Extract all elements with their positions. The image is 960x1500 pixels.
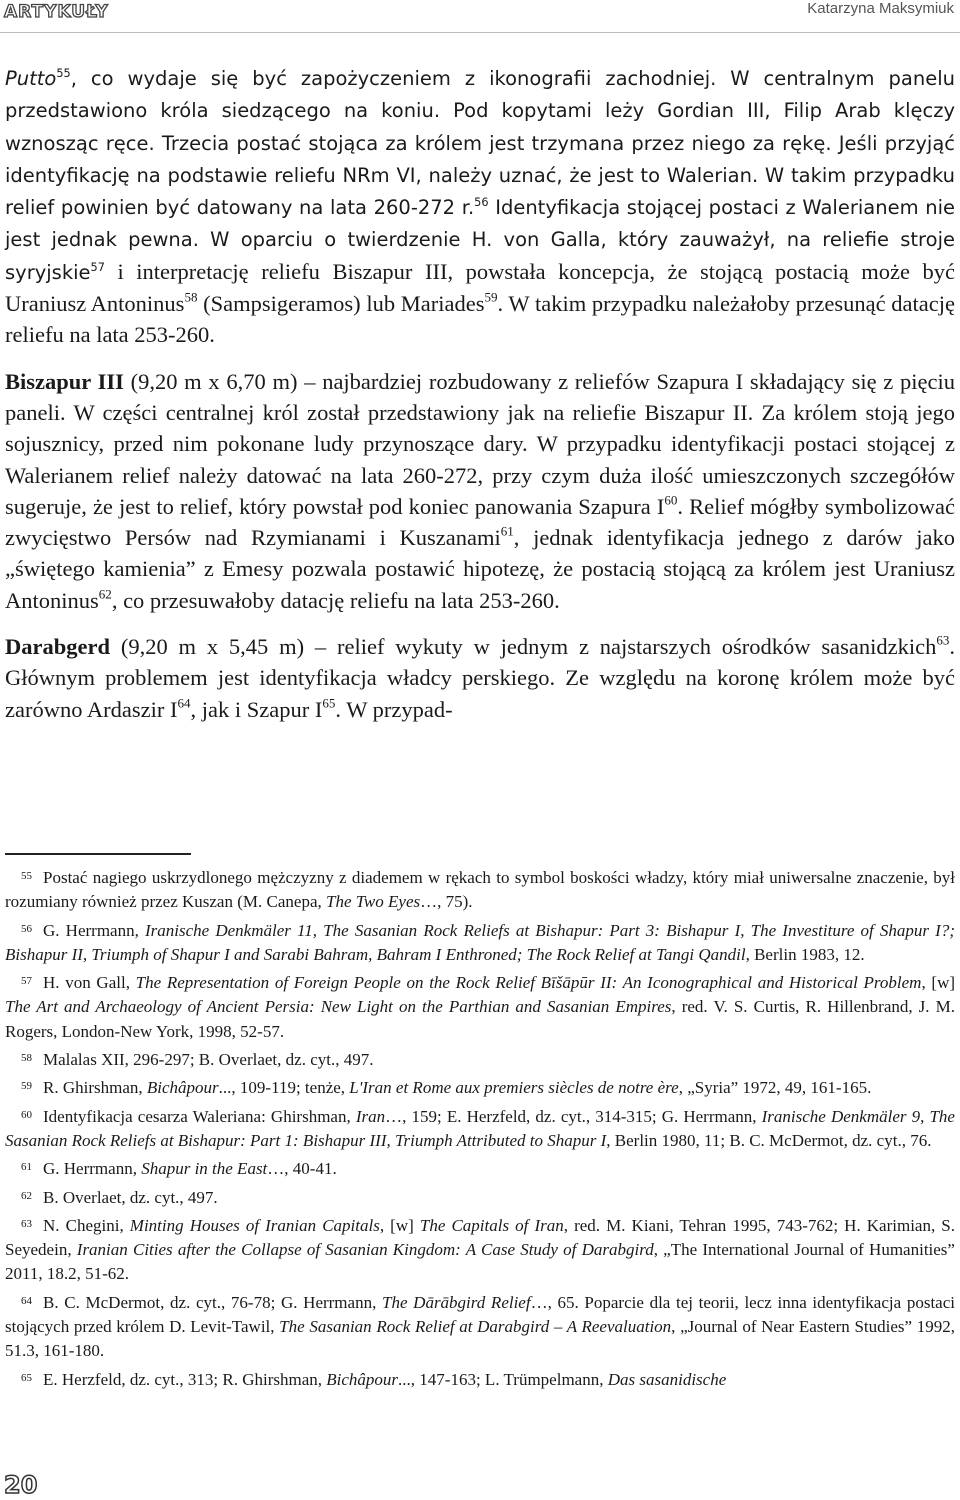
footnote-57: 57 H. von Gall, The Representation of Foreign People on the Rock Relief Bīšāpūr II: An Iconographical and Historical Problem, [w] The Art and Archaeology of Ancient Persia: New Light on the Parthian and Sasanian Empires, red. V. S. Curtis, R. Hillenbrand, J. M. Rogers, London-New York, 1998, 52-57. bbox=[5, 973, 956, 1041]
footnote-divider bbox=[5, 853, 191, 855]
footnote-64: 64 B. C. McDermot, dz. cyt., 76-78; G. Herrmann, The Dārābgird Relief…, 65. Poparcie dla tej teorii, lecz inna identyfikacja postaci stojących przed królem D. Levit-Tawil, The Sasanian Rock Relief at Darabgird – A Reevaluation, „Journal of Near Eastern Studies” 1992, 51.3, 161-180. bbox=[5, 1292, 955, 1361]
footnote-61: 61 G. Herrmann, Shapur in the East…, 40-41. bbox=[21, 1159, 337, 1179]
footnote-60: 60 Identyfikacja cesarza Waleriana: Ghirshman, Iran…, 159; E. Herzfeld, dz. cyt., 314-315; G. Herrmann, Iranische Denkmäler 9, The Sasanian Rock Reliefs at Bishapur: Part 1: Bishapur III, Triumph Attributed to Shapur I, Berlin 1980, 11; B. C. McDermot, dz. cyt., 76. bbox=[5, 1106, 955, 1150]
paragraph-3: Darabgerd (9,20 m x 5,45 m) – relief wykuty w jednym z najstarszych ośrodków sasanidzkich$^{63}$. Głównym problemem jest identyfikacja władcy perskiego. Ze względu na koronę królem może być zarówno Ardaszir $I^{64}$, jak i Szapur $I^{65}$. W przypad- bbox=[5, 632, 955, 722]
main-text bbox=[5, 62, 955, 740]
footnote-63: 63 N. Chegini, Minting Houses of Iranian Capitals, [w] The Capitals of Iran, red. M. Kiani, Tehran 1995, 743-762; H. Karimian, S. Seyedein, Iranian Cities after the Collapse of Sasanian Kingdom: A Case Study of Darabgird, „The International Journal of Humanities” 2011, 18.2, 51-62. bbox=[5, 1215, 956, 1284]
footnote-62: 62 B. Overlaet, dz. cyt., 497. bbox=[21, 1187, 218, 1207]
paragraph-2: Biszapur III (9,20 m x 6,70 m) – najbardziej rozbudowany z reliefów Szapura I składający się z pięciu paneli. W części centralnej król został przedstawiony jak na reliefie Biszapur II. Za królem stoją jego sojusznicy, przed nim pokonane ludy przynoszące dary. W przypadku identyfikacji postaci stojącej z Walerianem relief należy datować na lata 260-272, przy czym duża ilość umieszczonych szczegółów sugeruje, że jest to relief, który powstał pod koniec panowania Szapura $I^{60}$. Relief mógłby symbolizować zwycięstwo Persów nad Rzymianami i Kuszanami$^{61}$, jednak identyfikacja jednego z darów jako „świętego kamienia” z Emesy pozwala postawić hipotezę, że postacią stojącą za królem jest Uraniusz Antoninus$^{62}$, co przesuwałoby datację reliefu na lata 253-260. bbox=[5, 368, 955, 613]
footnote-58: 58 Malalas XII, 296-297; B. Overlaet, dz. cyt., 497. bbox=[21, 1050, 374, 1070]
footnotes bbox=[5, 864, 955, 1394]
page-number: 20 bbox=[4, 1471, 38, 1499]
footnote-65: 65 E. Herzfeld, dz. cyt., 313; R. Ghirshman, Bichâpour..., 147-163; L. Trümpelmann, Das sasanidische bbox=[21, 1369, 727, 1389]
header-divider bbox=[0, 32, 960, 33]
footnote-55: 55 Postać nagiego uskrzydlonego mężczyzny z diademem w rękach to symbol boskości władzy, który miał uniwersalne znaczenie, był rozumiany również przez Kuszan (M. Canepa, The Two Eyes…, 75). bbox=[5, 868, 955, 912]
footnote-59: 59 R. Ghirshman, Bichâpour..., 109-119; tenże, L'Iran et Rome aux premiers siècles de notre ère, „Syria” 1972, 49, 161-165. bbox=[21, 1078, 872, 1098]
paragraph-1: Putto$^{55}$, co wydaje się być zapożyczeniem z ikonografii zachodniej. W centralnym panelu przedstawiono króla siedzącego na koniu. Pod kopytami leży Gordian III, Filip Arab klęczy wznosząc ręce. Trzecia postać stojąca za królem jest trzymana przez niego za rękę. Jeśli przyjąć identyfikację na podstawie reliefu NRm VI, należy uznać, że jest to Walerian. W takim przypadku relief powinien być datowany na lata 260-272 r.$^{56}$ Identyfikacja stojącej postaci z Walerianem nie jest jednak pewna. W oparciu o twierdzenie H. von Galla, który zauważył, na reliefie stroje syryjskie$^{57}$ i interpretację reliefu Biszapur III, powstała koncepcja, że stojącą postacią może być Uraniusz Antoninus$^{58}$ (Sampsigeramos) lub Mariades$^{59}$. W takim przypadku należałoby przesunąć datację reliefu na lata 253-260. bbox=[5, 66, 955, 348]
footnote-56: 56 G. Herrmann, Iranische Denkmäler 11, The Sasanian Rock Reliefs at Bishapur: Part 3: Bishapur I, The Investiture of Shapur I?; Bishapur II, Triumph of Shapur I and Sarabi Bahram, Bahram I Enthroned; The Rock Relief at Tangi Qandil, Berlin 1983, 12. bbox=[5, 920, 955, 964]
section-label: ARTYKUŁY bbox=[4, 2, 109, 22]
running-header-author: Katarzyna Maksymiuk bbox=[807, 0, 954, 17]
